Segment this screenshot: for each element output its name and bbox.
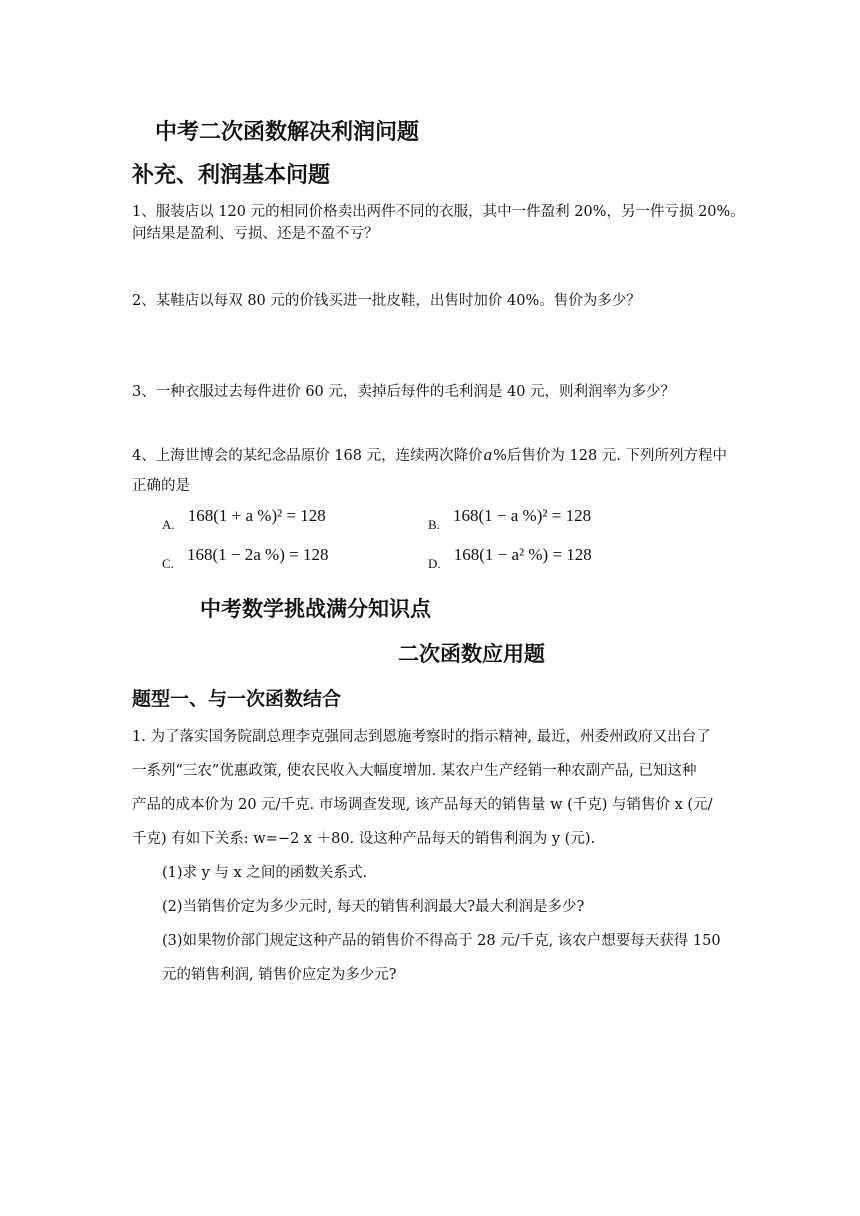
section-heading-basic: 补充、利润基本问题 <box>132 163 331 188</box>
sub-question-3-line-2: 元的销售利润, 销售价应定为多少元? <box>162 967 397 983</box>
question-1-line-2: 问结果是盈利、亏损、还是不盈不亏？ <box>132 226 379 242</box>
application-title: 二次函数应用题 <box>398 642 545 666</box>
question-1-line-1: 1、服装店以 120 元的相同价格卖出两件不同的衣服，其中一件盈利 20%，另一件亏损 20%。 <box>132 204 745 220</box>
option-a-equation: 168(1 + a %)² = 128 <box>187 506 326 525</box>
option-d-label: D. <box>428 556 441 571</box>
question-4-text-a: 4、上海世博会的某纪念品原价 168 元，连续两次降价 <box>132 448 483 464</box>
option-a <box>162 506 326 532</box>
option-a-label: A. <box>162 517 175 532</box>
problem-1-line-4: 千克) 有如下关系: w=−2 x ＋80. 设这种产品每天的销售利润为 y (元). <box>132 831 596 847</box>
page-title: 中考二次函数解决利润问题 <box>155 120 420 145</box>
problem-1-line-2: 一系列“三农”优惠政策, 使农民收入大幅度增加. 某农户生产经销一种农副产品, 已知这种 <box>132 763 697 779</box>
sub-question-1: (1)求 y 与 x 之间的函数关系式. <box>162 865 367 881</box>
sub-question-2: (2)当销售价定为多少元时, 每天的销售利润最大?最大利润是多少? <box>162 899 585 915</box>
question-2: 2、某鞋店以每双 80 元的价钱买进一批皮鞋，出售时加价 40%。售价为多少？ <box>132 293 641 309</box>
option-d-equation: 168(1 − a² %) = 128 <box>453 545 592 564</box>
option-c <box>162 545 329 571</box>
question-3: 3、一种衣服过去每件进价 60 元，卖掉后每件的毛利润是 40 元，则利润率为多少？ <box>132 384 676 400</box>
problem-1-line-1: 1. 为了落实国务院副总理李克强同志到恩施考察时的指示精神, 最近，州委州政府又出台了 <box>132 729 711 745</box>
option-b-label: B. <box>428 517 440 532</box>
challenge-title: 中考数学挑战满分知识点 <box>200 597 431 621</box>
sub-question-3-line-1: (3)如果物价部门规定这种产品的销售价不得高于 28 元/千克, 该农户想要每天获得 150 <box>162 933 721 949</box>
option-d <box>428 545 592 571</box>
option-b <box>428 506 592 532</box>
question-4-line-1 <box>132 444 727 465</box>
problem-1-line-3: 产品的成本价为 20 元/千克. 市场调查发现, 该产品每天的销售量 w (千克) 与销售价 x (元/ <box>132 797 713 813</box>
question-4-text-b: %后售价为 128 元. 下列所列方程中 <box>493 448 728 464</box>
option-c-equation: 168(1 − 2a %) = 128 <box>187 545 329 564</box>
option-c-label: C. <box>162 556 174 571</box>
question-4-line-2: 正确的是 <box>132 478 190 494</box>
section-heading-type1: 题型一、与一次函数结合 <box>132 688 342 710</box>
option-b-equation: 168(1 − a %)² = 128 <box>453 506 592 525</box>
variable-a: a <box>483 445 493 464</box>
